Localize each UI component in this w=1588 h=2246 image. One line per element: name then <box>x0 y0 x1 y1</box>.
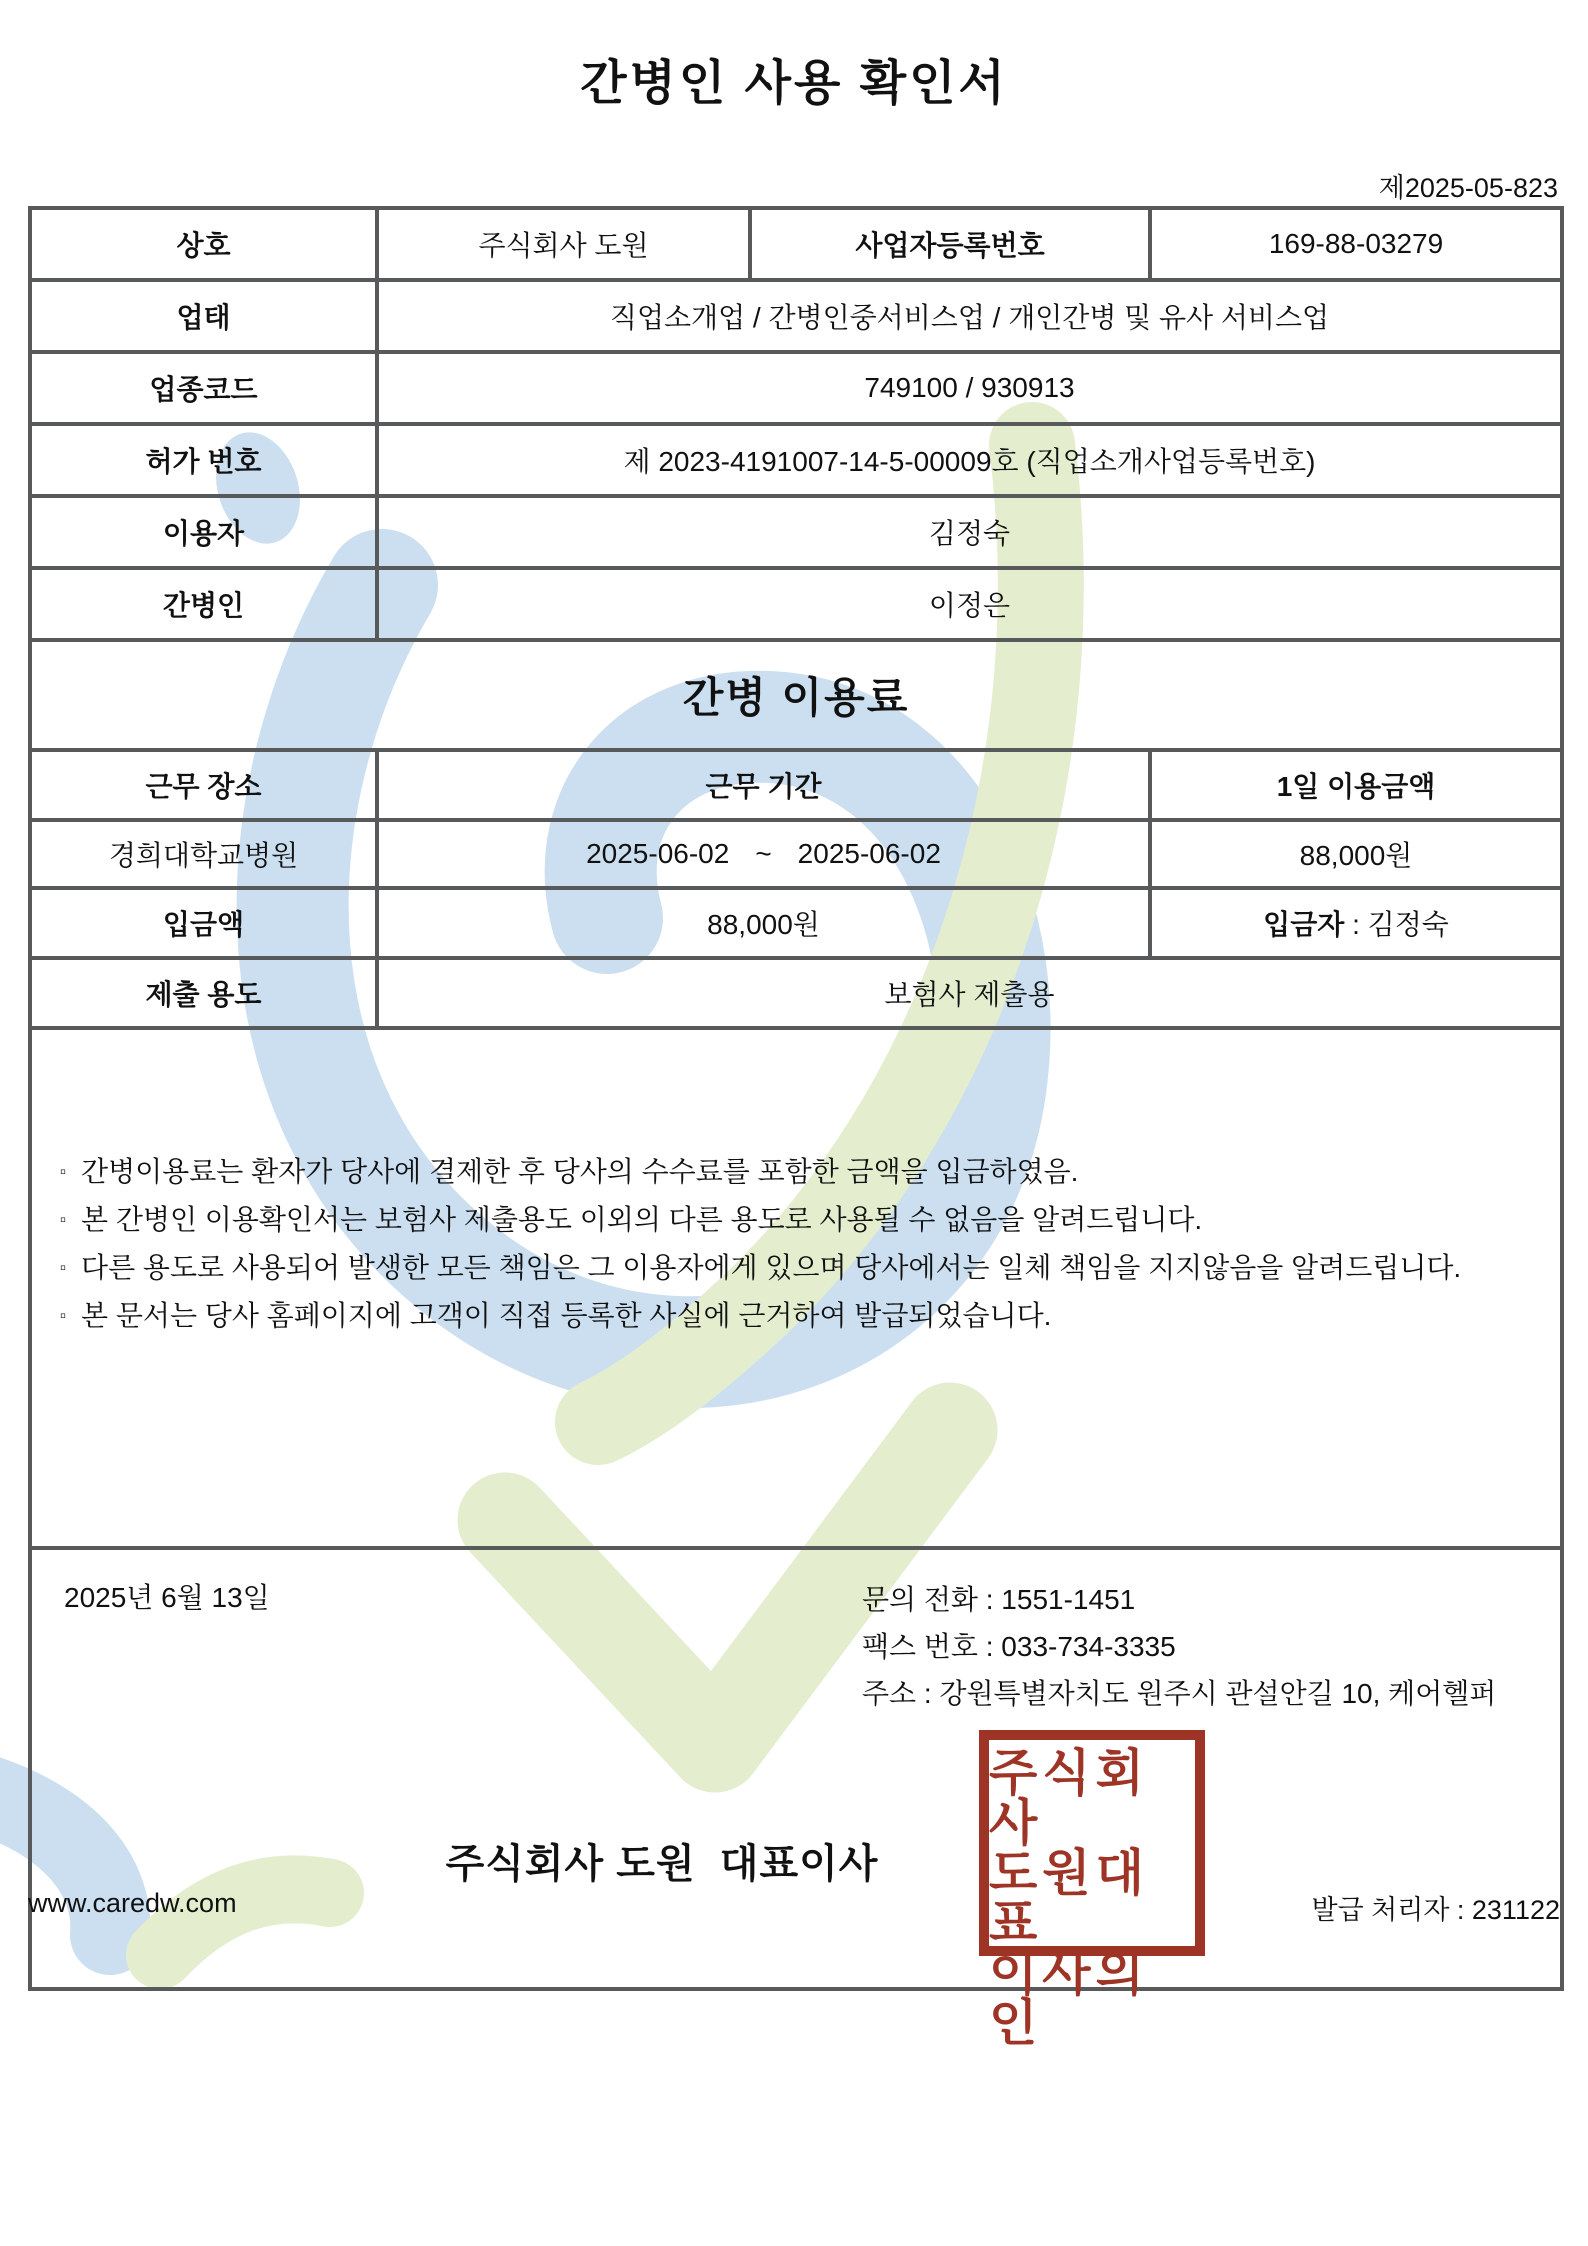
business-reg-number-value: 169-88-03279 <box>1150 208 1562 280</box>
note-text: 간병이용료는 환자가 당사에 결제한 후 당사의 수수료를 포함한 금액을 입금하였음. <box>81 1156 1079 1187</box>
note-item <box>60 1244 1534 1292</box>
note-text: 본 문서는 당사 홈페이지에 고객이 직접 등록한 사실에 근거하여 발급되었습니다. <box>81 1300 1052 1331</box>
row-purpose <box>30 958 1562 1028</box>
seal-text-line: 주식회사 <box>989 1745 1149 1851</box>
seal-text-line: 도원대표 <box>989 1845 1149 1951</box>
depositor-cell <box>1150 888 1562 958</box>
row-deposit <box>30 888 1562 958</box>
row-notes <box>30 1028 1562 1548</box>
bullet-icon: ▫ <box>60 1210 67 1229</box>
company-signature: 주식회사 도원 대표이사 <box>445 1842 879 1886</box>
business-code-label: 업종코드 <box>30 352 377 424</box>
document-title: 간병인 사용 확인서 <box>580 57 1008 110</box>
workplace-value: 경희대학교병원 <box>30 820 377 888</box>
depositor-label: 입금자 <box>1263 909 1345 940</box>
note-item <box>60 1148 1534 1196</box>
business-type-label: 업태 <box>30 280 377 352</box>
fee-section-title: 간병 이용료 <box>30 640 1562 750</box>
deposit-amount-label: 입금액 <box>30 888 377 958</box>
period-start: 2025-06-02 <box>586 838 730 869</box>
row-user <box>30 496 1562 568</box>
company-name-label: 상호 <box>30 208 377 280</box>
bullet-icon: ▫ <box>60 1258 67 1277</box>
business-type-value: 직업소개업 / 간병인중서비스업 / 개인간병 및 유사 서비스업 <box>377 280 1562 352</box>
permit-number-value: 제 2023-4191007-14-5-00009호 (직업소개사업등록번호) <box>377 424 1562 496</box>
contact-fax: 팩스 번호 : 033-734-3335 <box>862 1631 1176 1662</box>
user-value: 김정숙 <box>377 496 1562 568</box>
work-period-header: 근무 기간 <box>377 750 1150 820</box>
purpose-label: 제출 용도 <box>30 958 377 1028</box>
depositor-name: : 김정숙 <box>1344 909 1449 940</box>
notes-cell <box>30 1028 1562 1548</box>
purpose-value: 보험사 제출용 <box>377 958 1562 1028</box>
issuer-id: 발급 처리자 : 231122 <box>1311 1895 1560 1925</box>
company-name-value: 주식회사 도원 <box>377 208 750 280</box>
permit-number-label: 허가 번호 <box>30 424 377 496</box>
period-separator: ~ <box>755 838 772 869</box>
website-url: www.caredw.com <box>28 1888 237 1918</box>
row-permit-number <box>30 424 1562 496</box>
caregiver-label: 간병인 <box>30 568 377 640</box>
contact-address: 주소 : 강원특별자치도 원주시 관설안길 10, 케어헬퍼 <box>862 1678 1497 1709</box>
row-business-code <box>30 352 1562 424</box>
bullet-icon: ▫ <box>60 1306 67 1325</box>
note-text: 다른 용도로 사용되어 발생한 모든 책임은 그 이용자에게 있으며 당사에서는 일체 책임을 지지않음을 알려드립니다. <box>81 1252 1462 1283</box>
business-code-value: 749100 / 930913 <box>377 352 1562 424</box>
issue-date: 2025년 6월 13일 <box>64 1582 270 1613</box>
row-fee-section-title <box>30 640 1562 750</box>
confirmation-table <box>28 206 1564 2051</box>
caregiver-value: 이정은 <box>377 568 1562 640</box>
row-company <box>30 208 1562 280</box>
note-text: 본 간병인 이용확인서는 보험사 제출용도 이외의 다른 용도로 사용될 수 없음을 알려드립니다. <box>81 1204 1203 1235</box>
bullet-icon: ▫ <box>60 1162 67 1181</box>
deposit-amount-value: 88,000원 <box>377 888 1150 958</box>
work-period-value <box>377 820 1150 888</box>
user-label: 이용자 <box>30 496 377 568</box>
workplace-header: 근무 장소 <box>30 750 377 820</box>
note-item <box>60 1292 1534 1340</box>
row-fee-data <box>30 820 1562 888</box>
note-item <box>60 1196 1534 1244</box>
contact-block <box>862 1576 1496 1717</box>
business-reg-number-label: 사업자등록번호 <box>750 208 1150 280</box>
row-caregiver <box>30 568 1562 640</box>
daily-amount-header: 1일 이용금액 <box>1150 750 1562 820</box>
row-fee-header <box>30 750 1562 820</box>
document-number: 제2025-05-823 <box>1378 173 1558 203</box>
daily-amount-value: 88,000원 <box>1150 820 1562 888</box>
contact-phone: 문의 전화 : 1551-1451 <box>862 1584 1136 1615</box>
period-end: 2025-06-02 <box>797 838 941 869</box>
row-business-type <box>30 280 1562 352</box>
seal-text-line: 이사의인 <box>989 1945 1149 2051</box>
page-footer <box>28 1888 1560 1927</box>
